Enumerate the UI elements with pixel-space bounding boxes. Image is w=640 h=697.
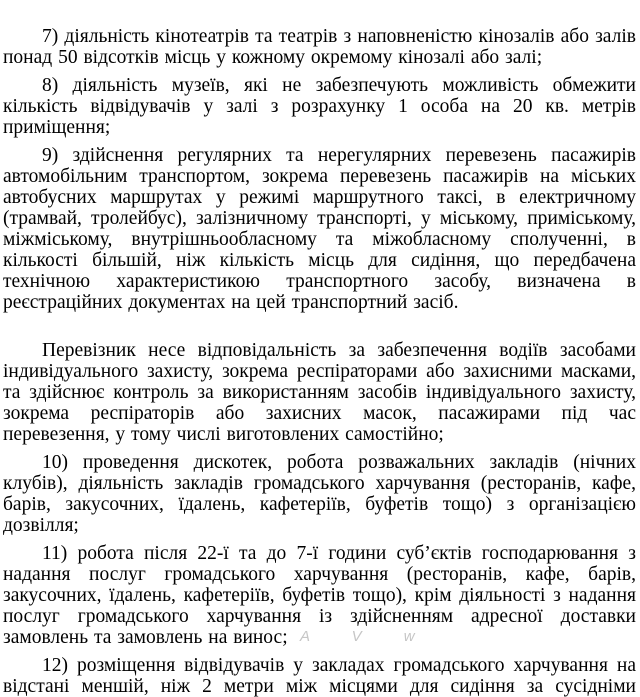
document-body	[3, 26, 636, 697]
paragraph-item-12: 12) розміщення відвідувачів у закладах громадського харчування на відстані меншій, ніж 2 метри між місцями для сидіння за сусідніми	[3, 655, 636, 697]
paragraph-item-11: 11) робота після 22-ї та до 7-ї години суб’єктів господарювання з надання послуг громадського харчування (ресторанів, кафе, барів, закусочних, їдалень, кафетеріїв, буфетів тощо), крім діяльності з надання послуг громадського харчування із здійсненням адресної доставки замовлень та замовлень на винос;	[3, 543, 636, 648]
paragraph-item-10: 10) проведення дискотек, робота розважальних закладів (нічних клубів), діяльність закладів громадського харчування (ресторанів, кафе, барів, закусочних, їдалень, кафетеріїв, буфетів тощо) з організацією дозвілля;	[3, 452, 636, 536]
watermark-text: A V w	[300, 628, 417, 645]
paragraph-item-9: 9) здійснення регулярних та нерегулярних перевезень пасажирів автомобільним транспортом, зокрема перевезень пасажирів на міських автобусних маршрутах у режимі маршрутного таксі, в електричному (трамвай, тролейбус), залізничному транспорті, у міському, приміському, міжміському, внутрішньообласному та міжобласному сполученні, в кількості більшій, ніж кількість місць для сидіння, що передбачена технічною характеристикою транспортного засобу, визначена в реєстраційних документах на цей транспортний засіб.	[3, 145, 636, 313]
paragraph-carrier-responsibility: Перевізник несе відповідальність за забезпечення водіїв засобами індивідуального захисту, зокрема респіраторами або захисними масками, та здійснює контроль за використанням засобів індивідуального захисту, зокрема респіраторів або захисних масок, пасажирами під час перевезення, у тому числі виготовлених самостійно;	[3, 340, 636, 445]
paragraph-item-7: 7) діяльність кінотеатрів та театрів з наповненістю кінозалів або залів понад 50 відсотків місць у кожному окремому кінозалі або залі;	[3, 26, 636, 68]
paragraph-item-8: 8) діяльність музеїв, які не забезпечують можливість обмежити кількість відвідувачів у залі з розрахунку 1 особа на 20 кв. метрів приміщення;	[3, 75, 636, 138]
